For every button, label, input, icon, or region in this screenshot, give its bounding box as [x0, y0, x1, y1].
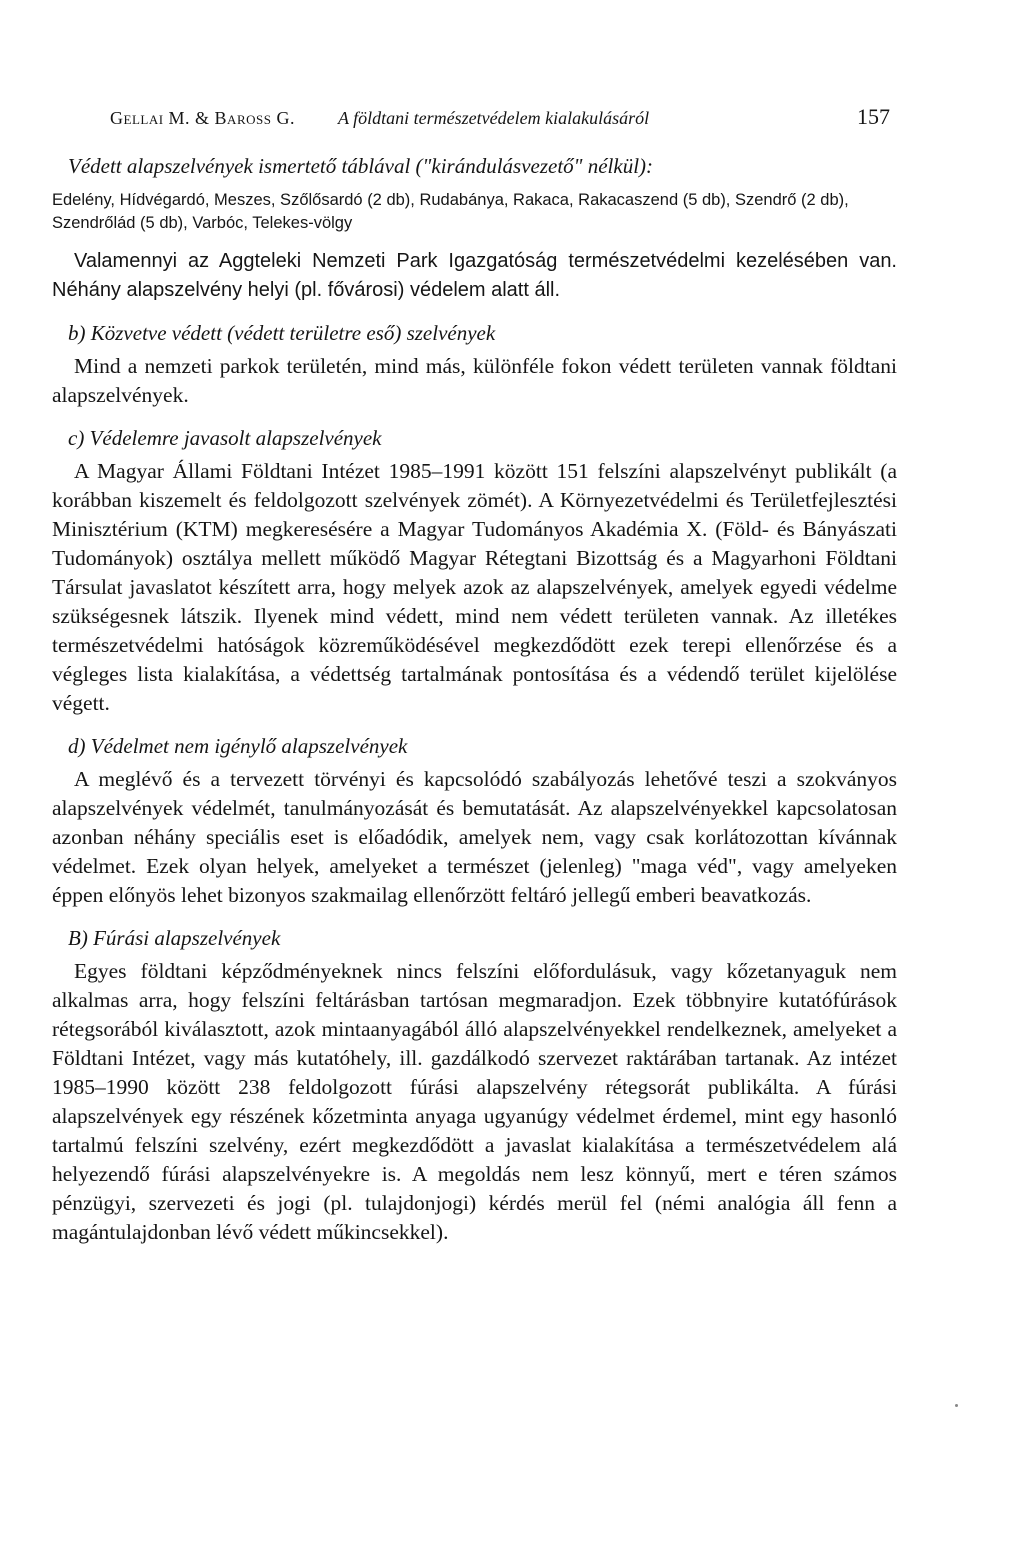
header-title: A földtani természetvédelem kialakulásáról	[338, 108, 650, 128]
page-content	[52, 152, 897, 1261]
section-heading-indirectly-protected: b) Közvetve védett (védett területre eső) szelvények	[68, 321, 496, 345]
paragraph-borehole-sections: Egyes földtani képződményeknek nincs felszíni előfordulásuk, vagy kőzetanyaguk nem alkalmas arra, hogy felszíni feltárásban tartósan megmaradjon. Ezek többnyire kutatófúrások rétegsorából kiválasztott, azok mintaanyagából álló alapszelvényekkel rendelkeznek, amelyeket a Földtani Intézet, vagy más kutatóhely, ill. gazdálkodó szervezet raktárában tartanak. Az intézet 1985–1990 között 238 feldolgozott fúrási alapszelvény rétegsorát publikálta. A fúrási alapszelvények egy részének kőzetminta anyaga ugyanúgy védelmet érdemel, mint egy hasonló tartalmú felszíni szelvény, ezért megkezdődött a javaslat kialakítása a természetvédelem alá helyezendő fúrási alapszelvényekre is. A megoldás nem lesz könnyű, mert e téren számos pénzügyi, szervezeti és jogi (pl. tulajdonjogi) kérdés merül fel (némi analógia áll fenn a magántulajdonban lévő védett műkincsekkel).	[52, 959, 897, 1244]
section-heading-proposed-for-protection: c) Védelemre javasolt alapszelvények	[68, 426, 382, 450]
paragraph-indirectly-protected: Mind a nemzeti parkok területén, mind más, különféle fokon védett területen vannak földtani alapszelvények.	[52, 354, 897, 407]
paragraph-no-protection-needed: A meglévő és a tervezett törvényi és kapcsolódó szabályozás lehetővé teszi a szokványos alapszelvények védelmét, tanulmányozását és bemutatását. Az alapszelvényekkel kapcsolatosan azonban néhány speciális eset is előadódik, amelyek nem, vagy csak korlátozottan kívánnak védelmet. Ezek olyan helyek, amelyeket a természet (jelenleg) "maga véd", vagy amelyeken éppen előnyös lehet bizonyos szakmailag ellenőrzött feltáró jellegű emberi beavatkozás.	[52, 767, 897, 907]
location-list: Edelény, Hídvégardó, Meszes, Szőlősardó (2 db), Rudabánya, Rakaca, Rakacaszend (5 db), Szendrő (2 db), Szendrőlád (5 db), Varbóc, Telekes-völgy	[52, 191, 849, 232]
section-heading-borehole-sections: B) Fúrási alapszelvények	[68, 926, 281, 950]
page-number: 157	[857, 104, 890, 129]
paragraph-proposed-for-protection: A Magyar Állami Földtani Intézet 1985–1991 között 151 felszíni alapszelvényt publikált (a korábban kiszemelt és feldolgozott szelvények zömét). A Környezetvédelmi és Területfejlesztési Minisztérium (KTM) megkeresésére a Magyar Tudományos Akadémia X. (Föld- és Bányászati Tudományok) osztálya mellett működő Magyar Rétegtani Bizottság és a Magyarhoni Földtani Társulat javaslatot készített arra, hogy melyek azok az alapszelvények, amelyek egyedi védelme szükségesnek látszik. Ilyenek mind védett, mind nem védett területen vannak. Az illetékes természetvédelmi hatóságok közreműködésével megkezdődött ezek terepi ellenőrzése és a végleges lista kialakítása, a védettség tartalmának pontosítása és a védendő terület kijelölése végett.	[52, 459, 897, 715]
paragraph-management: Valamennyi az Aggteleki Nemzeti Park Igazgatóság természetvédelmi kezelésében van. Néhány alapszelvény helyi (pl. fővárosi) védelem alatt áll.	[52, 250, 897, 301]
running-header	[110, 104, 890, 134]
section-heading-no-protection-needed: d) Védelmet nem igénylő alapszelvények	[68, 734, 408, 758]
section-heading-protected-with-board: Védett alapszelvények ismertető táblával ("kirándulásvezető" nélkül):	[68, 154, 654, 178]
header-authors: Gellai M. & Baross G.	[110, 108, 295, 128]
scan-speck	[955, 1404, 958, 1407]
